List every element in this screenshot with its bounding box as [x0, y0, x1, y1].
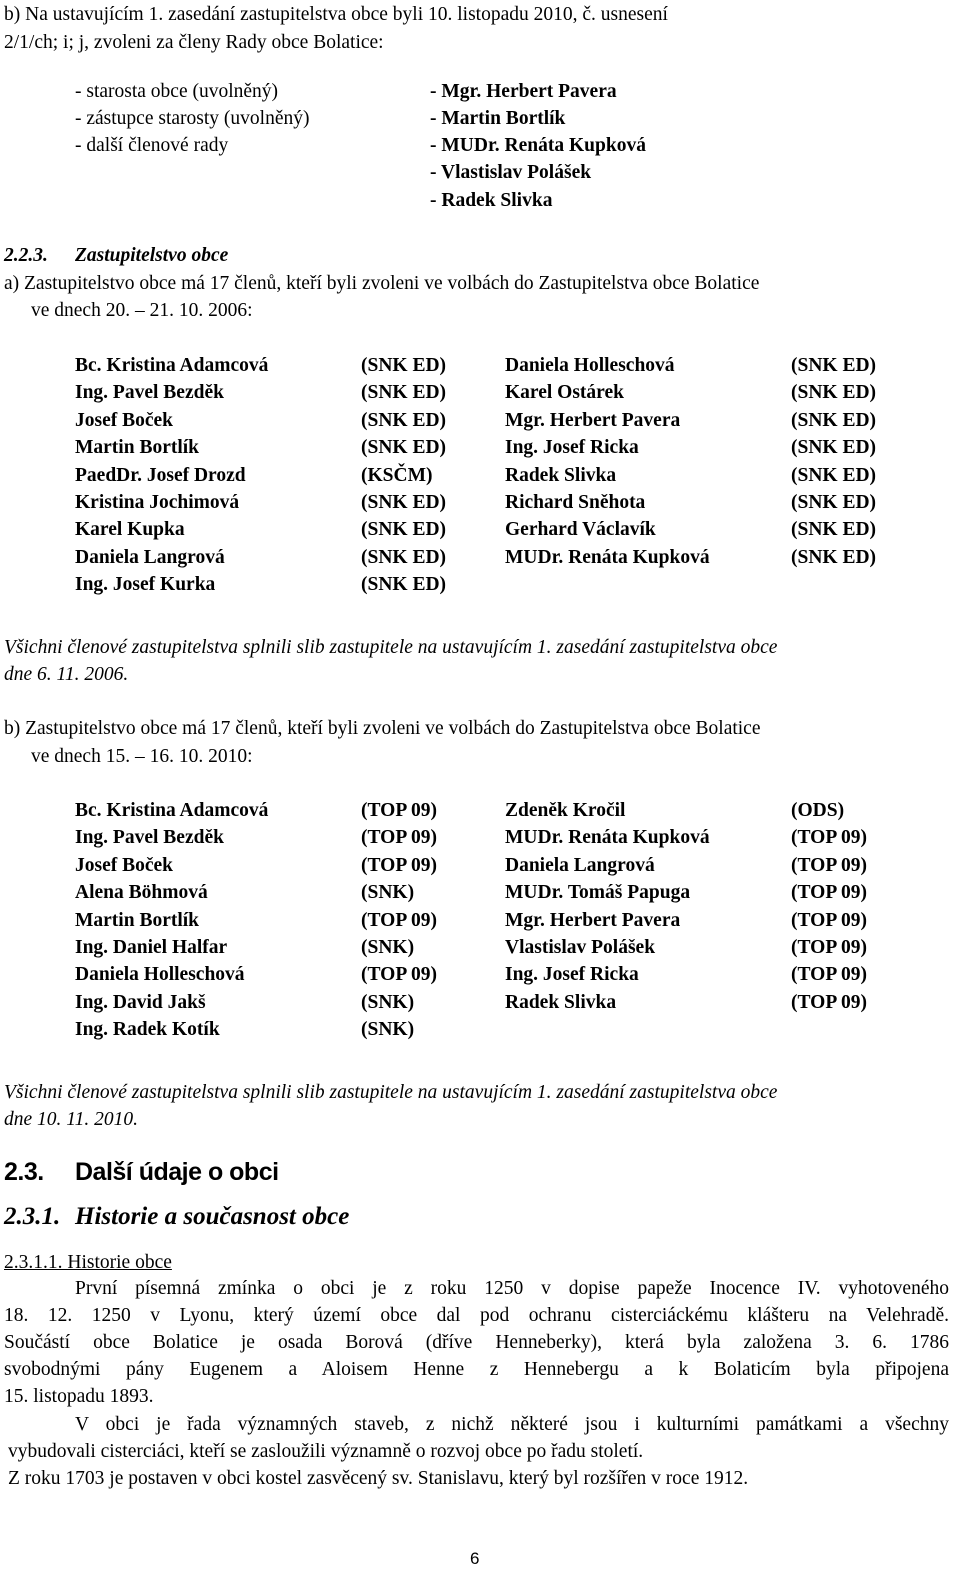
member-name: Ing. Daniel Halfar	[75, 936, 228, 958]
page-number: 6	[470, 1549, 480, 1568]
oath-2010-line-1: Všichni členové zastupitelstva splnili slib zastupitele na ustavujícím 1. zasedání zastupitelstva obce	[4, 1082, 778, 1103]
intro-line-2: 2/1/ch; i; j, zvoleni za členy Rady obce Bolatice:	[4, 32, 384, 53]
member-party: (SNK ED)	[791, 382, 877, 404]
history-p2-line: V obci je řada významných staveb, z nichž některé jsou i kulturními památkami a všechny	[75, 1414, 949, 1435]
member-party: (TOP 09)	[791, 909, 868, 931]
member-party: (SNK ED)	[361, 546, 447, 568]
member-name: MUDr. Tomáš Papuga	[505, 882, 691, 904]
member-party: (SNK ED)	[791, 491, 877, 513]
member-party: (SNK)	[361, 936, 415, 958]
member-name: Ing. Radek Kotík	[75, 1019, 220, 1041]
member-party: (TOP 09)	[791, 882, 868, 904]
member-party: (TOP 09)	[361, 800, 438, 821]
oath-2006-line-2: dne 6. 11. 2006.	[4, 664, 129, 685]
member-name: Daniela Holleschová	[505, 355, 675, 376]
member-name: MUDr. Renáta Kupková	[505, 827, 710, 849]
history-p1-line: Součástí obce Bolatice je osada Borová (dříve Henneberky), která byla založena 3. 6. 1786	[4, 1332, 949, 1353]
member-party: (TOP 09)	[361, 827, 438, 849]
section-a-line-2: ve dnech 20. – 21. 10. 2006:	[31, 300, 253, 321]
member-name: Martin Bortlík	[75, 909, 200, 931]
member-name: Ing. David Jakš	[75, 991, 206, 1013]
council-role: - zástupce starosty (uvolněný)	[75, 108, 310, 129]
section-231-title: Historie a současnost obce	[75, 1203, 350, 1230]
history-p2-line: vybudovali cisterciáci, kteří se zasloužili významně o rozvoj obce po řadu století.	[8, 1441, 644, 1462]
member-party: (SNK ED)	[791, 355, 877, 376]
member-name: Radek Slivka	[505, 464, 617, 486]
member-name: Vlastislav Polášek	[505, 936, 656, 958]
history-p1-line: 18. 12. 1250 v Lyonu, který území obce dal pod ochranu cisterciáckému klášteru na Velehradě.	[4, 1305, 949, 1326]
section-a-line-1: a) Zastupitelstvo obce má 17 členů, kteří byli zvoleni ve volbách do Zastupitelstva obce Bolatice	[4, 273, 760, 294]
section-223-number: 2.2.3.	[4, 245, 48, 266]
member-party: (SNK)	[361, 991, 415, 1013]
section-b-line-1: b) Zastupitelstvo obce má 17 členů, kteří byli zvoleni ve volbách do Zastupitelstva obce Bolatice	[4, 718, 761, 739]
section-23-number: 2.3.	[4, 1158, 44, 1186]
member-party: (SNK ED)	[361, 355, 447, 376]
member-party: (SNK ED)	[791, 437, 877, 459]
section-23-title: Další údaje o obci	[75, 1158, 279, 1186]
council-role: - starosta obce (uvolněný)	[75, 81, 279, 102]
council-name: - Radek Slivka	[430, 190, 553, 211]
member-name: Zdeněk Kročil	[505, 800, 626, 821]
history-p1-line: 15. listopadu 1893.	[4, 1386, 154, 1407]
member-name: Mgr. Herbert Pavera	[505, 909, 681, 931]
member-party: (SNK ED)	[361, 409, 447, 431]
history-p2-line: Z roku 1703 je postaven v obci kostel zasvěcený sv. Stanislavu, který byl rozšířen v roce 1912.	[8, 1468, 749, 1489]
member-name: Alena Böhmová	[75, 882, 208, 904]
section-b-line-2: ve dnech 15. – 16. 10. 2010:	[31, 746, 253, 767]
member-party: (SNK ED)	[791, 409, 877, 431]
member-party: (TOP 09)	[361, 909, 438, 931]
history-p1-line: První písemná zmínka o obci je z roku 1250 v dopise papeže Inocence IV. vyhotoveného	[75, 1278, 949, 1299]
member-party: (TOP 09)	[361, 854, 438, 876]
member-name: Daniela Langrová	[75, 546, 225, 568]
member-party: (SNK ED)	[361, 437, 447, 459]
member-party: (SNK ED)	[361, 491, 447, 513]
member-name: Ing. Josef Ricka	[505, 964, 639, 986]
member-name: Josef Boček	[75, 854, 174, 876]
member-name: Gerhard Václavík	[505, 519, 656, 541]
member-name: Ing. Pavel Bezděk	[75, 827, 224, 849]
member-party: (SNK)	[361, 1019, 415, 1041]
member-party: (SNK ED)	[791, 519, 877, 541]
member-name: PaedDr. Josef Drozd	[75, 464, 246, 486]
member-name: MUDr. Renáta Kupková	[505, 546, 710, 568]
member-party: (SNK ED)	[791, 464, 877, 486]
member-party: (SNK ED)	[361, 574, 447, 596]
member-party: (SNK ED)	[361, 519, 447, 541]
member-name: Bc. Kristina Adamcová	[75, 355, 269, 376]
member-party: (TOP 09)	[791, 936, 868, 958]
section-231-number: 2.3.1.	[4, 1203, 61, 1230]
member-name: Josef Boček	[75, 409, 174, 431]
member-party: (KSČM)	[361, 464, 433, 486]
council-name: - MUDr. Renáta Kupková	[430, 135, 646, 156]
member-name: Ing. Josef Kurka	[75, 574, 216, 596]
member-party: (TOP 09)	[791, 991, 868, 1013]
member-party: (ODS)	[791, 800, 845, 821]
member-party: (SNK ED)	[791, 546, 877, 568]
council-name: - Vlastislav Polášek	[430, 162, 592, 183]
member-party: (SNK ED)	[361, 382, 447, 404]
oath-2010-line-2: dne 10. 11. 2010.	[4, 1109, 138, 1130]
history-p1-line: svobodnými pány Eugenem a Aloisem Henne z Hennebergu a k Bolaticím byla připojena	[4, 1359, 949, 1380]
member-name: Ing. Josef Ricka	[505, 437, 639, 459]
member-name: Ing. Pavel Bezděk	[75, 382, 224, 404]
member-name: Karel Ostárek	[505, 382, 624, 404]
member-party: (TOP 09)	[791, 854, 868, 876]
oath-2006-line-1: Všichni členové zastupitelstva splnili slib zastupitele na ustavujícím 1. zasedání zastupitelstva obce	[4, 637, 778, 658]
council-name: - Martin Bortlík	[430, 108, 566, 129]
member-party: (SNK)	[361, 882, 415, 904]
member-name: Martin Bortlík	[75, 437, 200, 459]
section-223-title: Zastupitelstvo obce	[75, 245, 229, 266]
member-name: Bc. Kristina Adamcová	[75, 800, 269, 821]
intro-line-1: b) Na ustavujícím 1. zasedání zastupitelstva obce byli 10. listopadu 2010, č. usnesení	[4, 4, 668, 25]
member-party: (TOP 09)	[791, 964, 868, 986]
member-name: Radek Slivka	[505, 991, 617, 1013]
member-name: Daniela Holleschová	[75, 964, 245, 986]
council-name: - Mgr. Herbert Pavera	[430, 81, 617, 102]
member-party: (TOP 09)	[791, 827, 868, 849]
member-name: Daniela Langrová	[505, 854, 655, 876]
member-name: Mgr. Herbert Pavera	[505, 409, 681, 431]
member-name: Richard Sněhota	[505, 491, 646, 513]
section-2311-heading: 2.3.1.1. Historie obce	[4, 1252, 172, 1273]
council-role: - další členové rady	[75, 135, 229, 156]
member-name: Karel Kupka	[75, 519, 185, 541]
member-name: Kristina Jochimová	[75, 491, 240, 513]
member-party: (TOP 09)	[361, 964, 438, 986]
